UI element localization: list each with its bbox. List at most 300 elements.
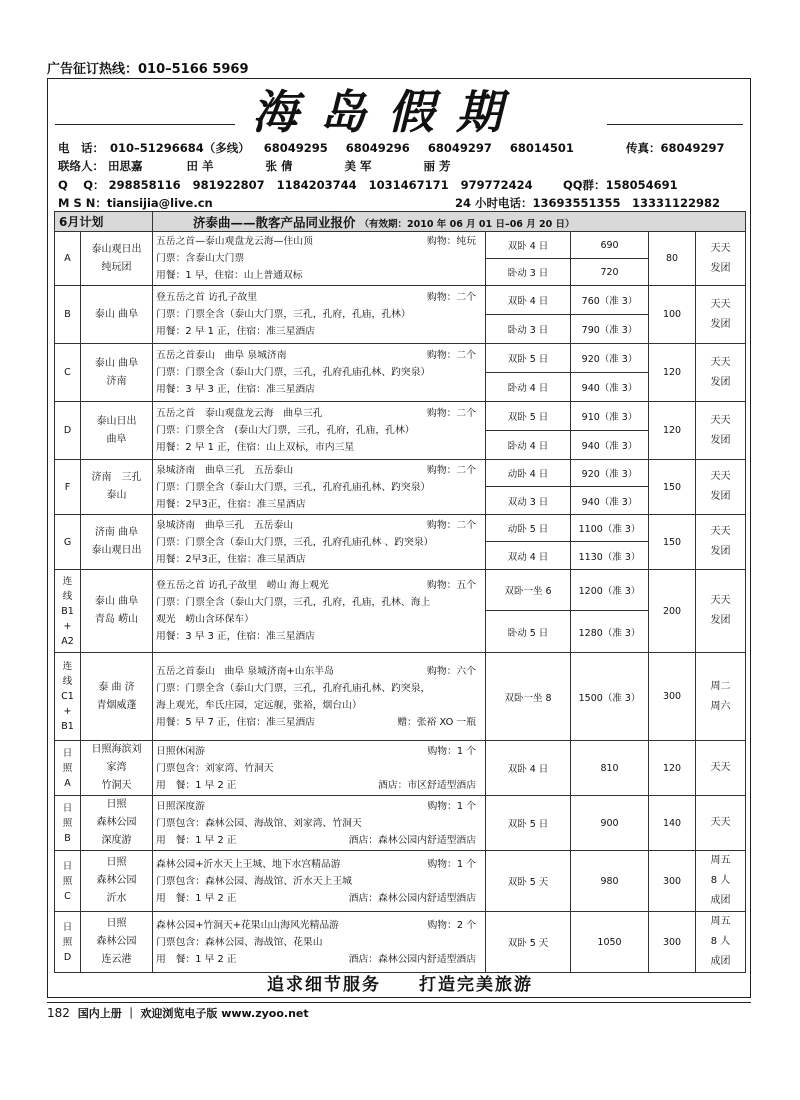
row-transport (486, 796, 571, 851)
description-aside: 购物：1 个 (427, 858, 477, 870)
phone-number: 68014501 (509, 141, 574, 155)
table-title: 济泰曲——散客产品同业报价 (193, 214, 356, 230)
row-departure (696, 402, 746, 460)
transport-text: 双卧 5 天 (507, 938, 549, 949)
row-route-text: 深度游 (101, 835, 132, 846)
price-text: 690 (600, 239, 619, 251)
row-child-price (649, 402, 696, 460)
row-transport (486, 344, 571, 373)
row-route-text: 青岛 崂山 (94, 614, 139, 625)
row-code-text: A2 (61, 635, 74, 647)
row-code-text: F (64, 481, 71, 493)
description-main: 门票：门票全含（泰山大门票，三孔，孔府孔庙孔林、趵突泉） (156, 481, 431, 493)
qq-number: 1031467171 (368, 178, 449, 192)
description-aside: 购物：1 个 (427, 745, 477, 757)
child-price-text: 300 (662, 691, 682, 702)
row-code-text: + (63, 706, 72, 717)
description-line (156, 289, 482, 306)
transport-text: 卧动 4 日 (507, 383, 549, 394)
row-transport (486, 431, 571, 460)
table-header (55, 212, 746, 232)
row-route-text: 泰山 (106, 490, 127, 501)
description-main: 用餐：2 早 1 正，住宿：山上双标，市内三星 (156, 442, 355, 453)
row-price (571, 542, 649, 570)
description-aside: 购物：二个 (427, 519, 477, 531)
row-transport (486, 232, 571, 259)
description-main: 观光 崂山含环保车） (156, 614, 254, 625)
description-main: 门票包含：森林公园、海战馆、沂水天上王城 (156, 875, 352, 887)
description-line (156, 798, 482, 815)
departure-text: 成团 (710, 956, 731, 967)
description-main: 泉城济南 曲阜三孔 五岳泰山 (156, 519, 294, 531)
description-line (156, 663, 482, 680)
description-main: 门票：门票全含 (泰山大门票，三孔，孔府，孔庙，孔林） (156, 425, 415, 436)
description-aside: 酒店：森林公园内舒适型酒店 (348, 834, 477, 846)
qq-number: 1184203744 (276, 178, 357, 192)
row-route (81, 653, 153, 741)
description-main: 门票：门票全含（泰山大门票，三孔，孔府孔庙孔林 、趵突泉） (156, 536, 434, 548)
hotline24-numbers: 13693551355 13331122982 (532, 196, 721, 210)
row-price (571, 460, 649, 487)
description-main: 用 餐：1 早 2 正 (156, 953, 237, 965)
departure-text: 周五 (710, 916, 731, 927)
row-description (153, 796, 486, 851)
description-line (156, 832, 482, 849)
child-price-text: 150 (662, 536, 682, 548)
logo-text: 海岛假期 (252, 85, 524, 139)
row-code-text: A (64, 253, 71, 264)
row-code-text: C (64, 890, 71, 902)
description-line (156, 594, 482, 611)
row-route-text: 泰山日出 (96, 415, 137, 427)
departure-text: 8 人 (710, 875, 731, 886)
price-text: 940（准 3） (581, 383, 638, 394)
price-text: 940（准 3） (581, 441, 638, 452)
price-text: 910（准 3） (581, 412, 638, 423)
row-departure (696, 286, 746, 344)
description-line (156, 890, 482, 907)
price-text: 940（准 3） (581, 496, 638, 508)
row-code-text: D (63, 951, 72, 963)
row-code-text: 连 (62, 661, 73, 672)
price-text: 1050 (597, 936, 622, 948)
row-code (55, 912, 81, 973)
table-row (55, 741, 746, 796)
row-departure (696, 796, 746, 851)
row-price (571, 796, 649, 851)
row-route (81, 796, 153, 851)
transport-text: 卧动 3 日 (507, 325, 549, 336)
description-line (156, 697, 482, 714)
row-price (571, 373, 649, 402)
table-row (55, 796, 746, 851)
fax-number: 68049297 (660, 141, 725, 155)
row-code (55, 570, 81, 653)
row-child-price (649, 460, 696, 515)
description-aside: 酒店：市区舒适型酒店 (378, 779, 477, 791)
row-child-price (649, 232, 696, 286)
row-code-text: B1 (61, 605, 74, 617)
logo-rule-right (607, 124, 743, 125)
description-main: 海上观光，牟氏庄园，定远舰，张裕，烟台山） (156, 699, 362, 711)
phone-label: 电 话： (58, 141, 104, 155)
contact-person: 田思嘉 (108, 159, 143, 173)
footer (47, 1005, 309, 1021)
row-description (153, 460, 486, 515)
row-code-text: 照 (62, 817, 73, 829)
table-row (55, 851, 746, 912)
phone-number: 68049295 (263, 141, 328, 155)
row-transport (486, 460, 571, 487)
phone-number: 68049297 (427, 141, 492, 155)
contact-person: 张 倩 (265, 159, 293, 173)
description-main: 日照深度游 (156, 800, 205, 812)
child-price-text: 200 (662, 605, 682, 617)
transport-text: 双卧一坐 8 (504, 692, 552, 704)
price-text: 760（准 3） (581, 296, 638, 307)
phone-number: 68049296 (345, 141, 410, 155)
transport-text: 双卧一坐 6 (504, 586, 552, 597)
price-text: 790（准 3） (581, 325, 638, 336)
departure-text: 天天 (710, 298, 731, 310)
price-text: 920（准 3） (581, 354, 638, 365)
row-route-text: 纯玩团 (101, 261, 132, 273)
row-code-text: 线 (62, 590, 73, 602)
row-departure (696, 741, 746, 796)
row-departure (696, 232, 746, 286)
departure-text: 发团 (710, 434, 731, 446)
child-price-text: 140 (662, 817, 682, 829)
description-aside: 购物：二个 (427, 464, 477, 476)
row-route-text: 泰山观日出 (91, 545, 142, 556)
row-route-text: 济南 (106, 375, 127, 387)
row-transport (486, 741, 571, 796)
description-main: 门票：门票全含（泰山大门票，三孔，孔府，孔庙，孔林） (156, 309, 411, 320)
row-child-price (649, 286, 696, 344)
child-price-text: 120 (662, 762, 682, 774)
row-description (153, 653, 486, 741)
transport-text: 卧动 5 日 (507, 627, 549, 639)
description-main: 登五岳之首 访孔子故里 崂山 海上观光 (156, 580, 329, 591)
row-transport (486, 653, 571, 741)
row-code-text: 连 (62, 575, 73, 587)
description-main: 用餐：5 早 7 正，住宿：准三星酒店 (156, 716, 315, 728)
qq-number: 979772424 (460, 178, 533, 192)
departure-text: 发团 (710, 546, 731, 557)
row-departure (696, 912, 746, 973)
description-main: 泉城济南 曲阜三孔 五岳泰山 (156, 464, 294, 476)
description-line (156, 496, 482, 513)
row-code-text: 日 (62, 802, 73, 814)
description-aside: 购物：二个 (427, 350, 477, 361)
description-main: 门票：门票全含（泰山大门票，三孔，孔府孔庙孔林、趵突泉， (156, 682, 431, 694)
table-title-cell (153, 212, 746, 232)
description-main: 门票：门票全含（泰山大门票，三孔，孔府孔庙孔林、趵突泉） (156, 367, 431, 378)
description-line (156, 856, 482, 873)
description-line (156, 479, 482, 496)
logo-banner (47, 84, 751, 140)
departure-text: 发团 (710, 318, 731, 330)
fax-label: 传真： (626, 141, 661, 155)
table-row (55, 232, 746, 259)
description-line (156, 917, 482, 934)
row-code-text: 照 (62, 762, 73, 774)
transport-text: 卧动 3 日 (507, 268, 549, 279)
description-line (156, 323, 482, 340)
row-code-text: 线 (62, 676, 73, 687)
row-child-price (649, 796, 696, 851)
departure-text: 天天 (710, 414, 731, 426)
row-code-text: B (64, 309, 71, 320)
row-transport (486, 259, 571, 286)
transport-text: 双卧 4 日 (507, 764, 549, 775)
description-main: 用 餐：1 早 2 正 (156, 834, 237, 846)
row-price (571, 402, 649, 431)
row-route-text: 森林公园 (96, 817, 137, 828)
description-aside: 购物：六个 (427, 665, 477, 677)
row-price (571, 344, 649, 373)
row-transport (486, 611, 571, 653)
child-price-text: 300 (662, 875, 682, 887)
contact-person: 田 羊 (186, 159, 214, 173)
description-main: 用餐：3 早 3 正，住宿：准三星酒店 (156, 384, 315, 395)
row-transport (486, 515, 571, 542)
transport-text: 双卧 5 日 (507, 819, 549, 830)
row-price (571, 611, 649, 653)
description-line (156, 934, 482, 951)
row-transport (486, 315, 571, 344)
fax-line (626, 140, 725, 156)
description-main: 用 餐：1 早 2 正 (156, 779, 237, 791)
row-route-text: 曲阜 (106, 433, 127, 445)
table-row (55, 653, 746, 741)
price-text: 1280（准 3） (578, 627, 641, 639)
row-transport (486, 851, 571, 912)
child-price-text: 100 (662, 309, 682, 320)
row-route-text: 竹洞天 (101, 780, 132, 791)
row-child-price (649, 851, 696, 912)
row-route-text: 泰山 曲阜 (94, 357, 139, 369)
departure-text: 周二 (710, 680, 731, 692)
table-row (55, 912, 746, 973)
departure-text: 周五 (710, 855, 731, 866)
row-price (571, 515, 649, 542)
departure-text: 天天 (710, 242, 731, 254)
row-price (571, 286, 649, 315)
contacts-label: 联络人： (58, 159, 104, 173)
description-aside: 赠：张裕 XO 一瓶 (397, 716, 477, 728)
row-transport (486, 912, 571, 973)
row-description (153, 741, 486, 796)
row-route-text: 连云港 (101, 954, 132, 965)
transport-text: 双动 3 日 (507, 496, 549, 508)
table-row (55, 402, 746, 431)
qq-label: Q Q： (58, 178, 105, 192)
description-main: 门票包含：刘家湾、竹洞天 (156, 762, 274, 774)
description-main: 五岳之首泰山 曲阜 泉城济南 (156, 350, 287, 361)
row-child-price (649, 912, 696, 973)
row-route-text: 泰 曲 济 (98, 681, 135, 693)
row-route (81, 232, 153, 286)
row-route-text: 日照 (106, 799, 127, 810)
row-code (55, 515, 81, 570)
child-price-text: 80 (665, 253, 679, 264)
description-line (156, 951, 482, 968)
price-text: 1500（准 3） (578, 692, 641, 704)
child-price-text: 150 (662, 481, 682, 493)
row-route-text: 济南 三孔 (91, 472, 142, 483)
row-price (571, 912, 649, 973)
price-text: 1130（准 3） (578, 551, 641, 563)
phone-main: 010–51296684（多线） (110, 141, 250, 155)
price-text: 720 (600, 266, 619, 278)
price-text: 980 (600, 875, 619, 887)
description-aside: 购物：五个 (427, 580, 477, 591)
validity-period: （有效期：2010 年 06 月 01 日–06 月 20 日） (359, 218, 575, 230)
table-row (55, 570, 746, 611)
description-main: 门票包含：森林公园、海战馆、花果山 (156, 936, 323, 948)
row-child-price (649, 741, 696, 796)
row-route (81, 515, 153, 570)
ad-hotline: 广告征订热线：010–5166 5969 (47, 62, 249, 77)
row-code (55, 286, 81, 344)
row-code (55, 460, 81, 515)
transport-text: 双卧 5 日 (507, 354, 549, 365)
description-main: 用餐：2 早 1 正，住宿：准三星酒店 (156, 326, 315, 337)
description-main: 登五岳之首 访孔子故里 (156, 292, 258, 303)
departure-text: 发团 (710, 262, 731, 274)
msn-address: tiansijia@live.cn (106, 196, 213, 210)
row-code-text: D (63, 425, 72, 436)
description-line (156, 628, 482, 645)
row-transport (486, 487, 571, 515)
departure-text: 天天 (710, 762, 731, 773)
row-code-text: G (63, 536, 72, 548)
row-price (571, 259, 649, 286)
row-transport (486, 570, 571, 611)
row-route-text: 日照海滨刘 (91, 744, 142, 755)
transport-text: 双卧 5 天 (507, 877, 549, 888)
row-description (153, 515, 486, 570)
row-route (81, 851, 153, 912)
row-route-text: 沂水 (106, 893, 127, 904)
row-code-text: 日 (62, 921, 73, 933)
footer-text: 国内上册 ｜ 欢迎浏览电子版 www.zyoo.net (77, 1007, 309, 1020)
row-transport (486, 402, 571, 431)
row-route (81, 460, 153, 515)
description-main: 用餐：1 早，住宿：山上普通双标 (156, 270, 303, 281)
description-line (156, 714, 482, 731)
row-code (55, 653, 81, 741)
description-line (156, 777, 482, 794)
row-code (55, 796, 81, 851)
page-number: 182 (47, 1006, 70, 1020)
price-text: 810 (600, 762, 619, 774)
row-code-text: B1 (61, 721, 74, 732)
row-code-text: C1 (61, 691, 74, 702)
price-text: 1200（准 3） (578, 586, 641, 597)
departure-text: 天天 (710, 471, 731, 482)
departure-text: 周六 (710, 700, 731, 712)
description-line (156, 250, 482, 267)
row-code-text: 日 (62, 860, 73, 872)
transport-text: 双动 4 日 (507, 551, 549, 563)
description-aside: 购物：2 个 (427, 919, 477, 931)
departure-text: 天天 (710, 356, 731, 368)
row-description (153, 286, 486, 344)
qq-group-label: QQ群： (563, 178, 606, 192)
row-code (55, 741, 81, 796)
row-route (81, 570, 153, 653)
qq-number: 298858116 (108, 178, 181, 192)
row-departure (696, 460, 746, 515)
row-description (153, 402, 486, 460)
row-price (571, 315, 649, 344)
row-transport (486, 373, 571, 402)
phone-line (58, 140, 574, 156)
row-description (153, 344, 486, 402)
row-route (81, 402, 153, 460)
row-route (81, 912, 153, 973)
description-line (156, 405, 482, 422)
row-code-text: 照 (62, 875, 73, 887)
departure-text: 天天 (710, 526, 731, 537)
price-table (54, 211, 745, 973)
row-code (55, 402, 81, 460)
description-main: 门票：含泰山大门票 (156, 253, 245, 264)
description-line (156, 577, 482, 594)
logo-rule-left (55, 124, 235, 125)
departure-text: 发团 (710, 491, 731, 502)
description-line (156, 743, 482, 760)
description-line (156, 347, 482, 364)
description-line (156, 551, 482, 568)
row-price (571, 851, 649, 912)
row-price (571, 653, 649, 741)
row-departure (696, 653, 746, 741)
row-price (571, 487, 649, 515)
child-price-text: 120 (662, 367, 682, 378)
description-line (156, 306, 482, 323)
table-row (55, 460, 746, 487)
description-main: 用餐：2早3正，住宿：准三星酒店 (156, 498, 306, 510)
description-line (156, 364, 482, 381)
description-main: 五岳之首 泰山观盘龙云海 曲阜三孔 (156, 408, 323, 419)
description-aside: 购物：二个 (427, 292, 477, 303)
description-line (156, 534, 482, 551)
description-main: 五岳之首—泰山观盘龙云海—住山顶 (156, 236, 313, 247)
qq-group-number: 158054691 (605, 178, 678, 192)
price-text: 920（准 3） (581, 469, 638, 480)
row-code-text: 日 (62, 747, 73, 759)
row-departure (696, 570, 746, 653)
description-line (156, 422, 482, 439)
row-code-text: B (64, 832, 71, 844)
contact-person: 丽 芳 (423, 159, 451, 173)
row-route-text: 日照 (106, 857, 127, 868)
row-route-text: 家湾 (106, 762, 127, 773)
row-code-text: 照 (62, 936, 73, 948)
description-line (156, 439, 482, 456)
qq-group-line (563, 177, 678, 193)
contacts-line (58, 158, 451, 174)
row-code (55, 344, 81, 402)
row-departure (696, 515, 746, 570)
description-main: 用 餐：1 早 2 正 (156, 892, 237, 904)
row-description (153, 232, 486, 286)
description-main: 五岳之首泰山 曲阜 泉城济南+山东半岛 (156, 665, 334, 677)
row-child-price (649, 570, 696, 653)
